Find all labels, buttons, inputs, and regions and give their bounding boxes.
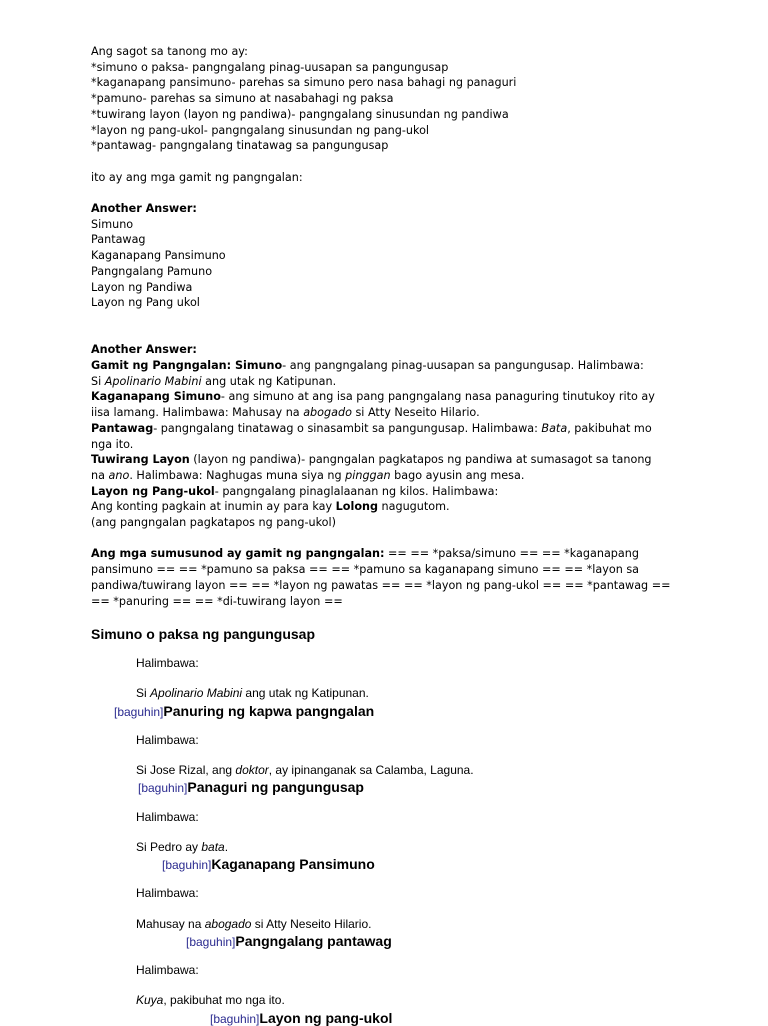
section-heading: Simuno o paksa ng pangungusap [91,626,316,642]
answer-line: Si Apolinario Mabini ang utak ng Katipunan. [91,374,337,388]
example-text: Si Jose Rizal, ang doktor, ay ipinanganak sa Calamba, Laguna. [136,763,474,777]
answer-line: Gamit ng Pangngalan: Simuno- ang pangngalang pinag-uusapan sa pangungusap. Halimbawa: [91,359,644,372]
answer-line: Pantawag- pangngalang tinatawag o sinasambit sa pangungusap. Halimbawa: Bata, pakibuhat mo [91,421,652,435]
bullet-item: *kaganapang pansimuno- parehas sa simuno pero nasa bahagi ng panaguri [91,76,517,90]
wiki-section [91,626,731,1026]
halimbawa-label: Halimbawa: [136,963,199,977]
halimbawa-label: Halimbawa: [136,810,199,824]
intro-line: Ang sagot sa tanong mo ay: [91,45,248,58]
bullet-item: *pamuno- parehas sa simuno at nasabahagi ng paksa [91,92,394,106]
subsection-title: [baguhin]Panuring ng kapwa pangngalan [114,703,375,719]
intro-line: ito ay ang mga gamit ng pangngalan: [91,170,303,184]
halimbawa-label: Halimbawa: [136,656,199,670]
edit-link[interactable]: [baguhin] [210,1012,260,1026]
subsection-title: [baguhin]Pangngalang pantawag [186,933,392,949]
example-text: Kuya, pakibuhat mo nga ito. [136,993,285,1007]
edit-link[interactable]: [baguhin] [162,858,212,872]
answer-heading: Another Answer: [91,343,197,357]
answer-item: Pangngalang Pamuno [91,264,213,278]
bullet-item: *layon ng pang-ukol- pangngalang sinusundan ng pang-ukol [91,123,430,137]
answer-item: Pantawag [91,233,146,247]
answer-line: Kaganapang Simuno- ang simuno at ang isa pang pangngalang nasa panaguring tinutukoy rito ay [91,390,655,404]
answer-line: Tuwirang Layon (layon ng pandiwa)- pangngalan pagkatapos ng pandiwa at sumasagot sa tanong [91,453,652,467]
subsection-title: [baguhin]Kaganapang Pansimuno [162,856,375,872]
edit-link[interactable]: [baguhin] [186,935,236,949]
subsection-title: [baguhin]Panaguri ng pangungusap [138,779,364,795]
answer-line: iisa lamang. Halimbawa: Mahusay na abogado si Atty Neseito Hilario. [91,406,480,420]
edit-link[interactable]: [baguhin] [114,705,164,719]
edit-link[interactable]: [baguhin] [138,781,188,795]
answer-line: na ano. Halimbawa: Naghugas muna siya ng pinggan bago ayusin ang mesa. [91,468,525,482]
answer-item: Simuno [91,217,134,231]
answer-heading: Another Answer: [91,202,197,215]
answer-item: Layon ng Pandiwa [91,280,193,294]
answer-line: (ang pangngalan pagkatapos ng pang-ukol) [91,516,336,530]
answer-line: Ang konting pagkain at inumin ay para kay Lolong nagugutom. [91,500,450,514]
answer-item: Layon ng Pang ukol [91,296,200,310]
halimbawa-label: Halimbawa: [136,886,199,900]
example-text: Si Apolinario Mabini ang utak ng Katipunan. [136,686,369,700]
bullet-item: *tuwirang layon (layon ng pandiwa)- pangngalang sinusundan ng pandiwa [91,107,509,121]
halimbawa-label: Halimbawa: [136,733,199,747]
bullet-item: *simuno o paksa- pangngalang pinag-uusapan sa pangungusap [91,60,449,74]
sumusunod-paragraph: Ang mga sumusunod ay gamit ng pangngalan: == == *paksa/simuno == == *kaganapang pansimuno == == *pamuno sa paksa == == *pamuno sa kaganapang simuno == == *layon sa pandiwa/tuwirang layon == == *layon ng pawatas == == *layon ng pang-ukol == == *pantawag == == *panuring == == *di-tuwirang layon == [91,547,671,608]
example-text: Si Pedro ay bata. [136,840,229,854]
document-text [91,44,691,609]
answer-line: nga ito. [91,437,134,451]
answer-line: Layon ng Pang-ukol- pangngalang pinaglalaanan ng kilos. Halimbawa: [91,484,499,498]
bullet-item: *pantawag- pangngalang tinatawag sa pangungusap [91,139,389,153]
example-text: Mahusay na abogado si Atty Neseito Hilario. [136,917,372,931]
subsection-title: [baguhin]Layon ng pang-ukol [210,1010,393,1026]
answer-item: Kaganapang Pansimuno [91,249,226,263]
